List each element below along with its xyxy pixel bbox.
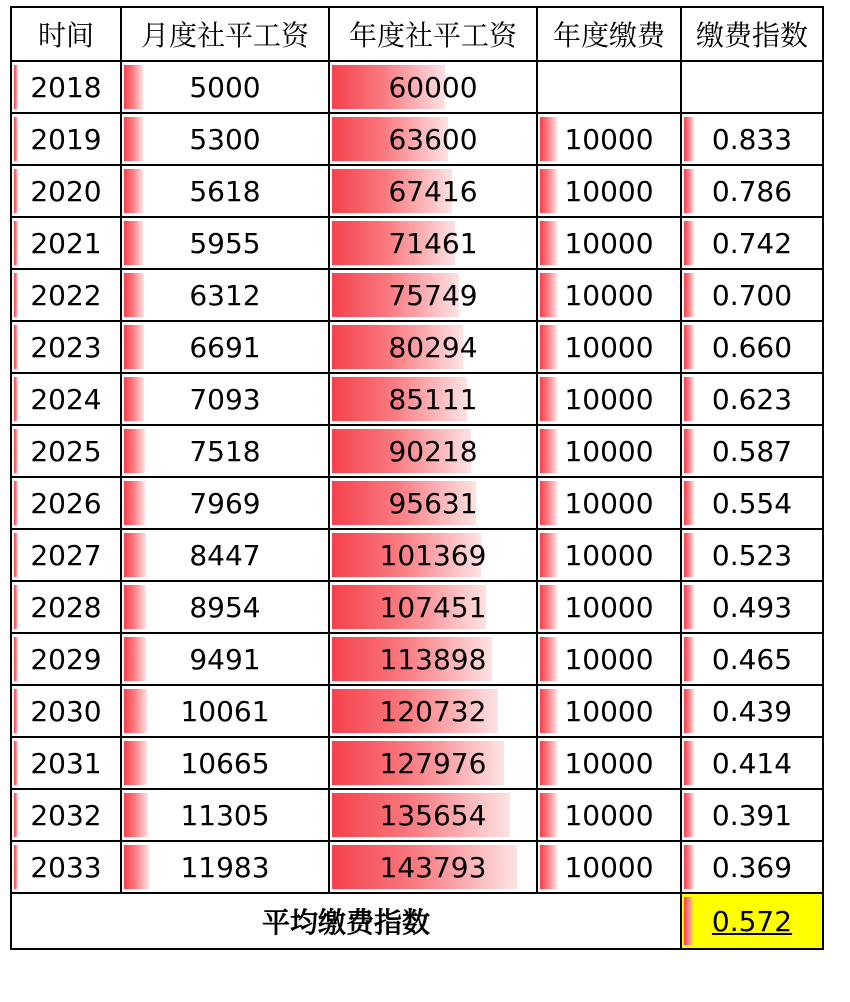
cell-value: 10665 [180,746,270,780]
annual-wage-cell[interactable] [329,529,537,581]
cell-value: 2021 [30,226,102,260]
data-bar [14,169,18,213]
year-cell[interactable] [11,165,121,217]
data-bar [540,221,557,265]
data-bar [14,377,18,421]
cell-value: 0.391 [711,798,793,832]
data-bar [124,377,144,421]
data-bar [124,637,146,681]
data-bar [540,585,557,629]
cell-value: 0.623 [711,382,793,416]
cell-value: 0.465 [711,642,793,676]
contribution-cell[interactable] [537,633,681,685]
monthly-wage-cell[interactable] [121,61,329,113]
table-row [11,425,823,477]
data-bar [124,169,143,213]
cell-value: 0.414 [711,746,793,780]
cell-value: 2027 [30,538,102,572]
monthly-wage-cell[interactable] [121,737,329,789]
year-cell[interactable] [11,217,121,269]
cell-value: 10000 [564,798,654,832]
data-bar [540,117,557,161]
header-label: 年度缴费 [552,19,665,52]
data-bar [684,117,694,161]
data-bar [684,845,694,889]
cell-value: 113898 [379,642,487,676]
data-bar [124,325,144,369]
data-bar [124,273,144,317]
cell-value: 2023 [30,330,102,364]
cell-value: 2033 [30,850,102,884]
index-cell[interactable] [681,165,823,217]
cell-value: 0.700 [711,278,793,312]
cell-value: 107451 [379,590,487,624]
data-bar [684,169,694,213]
data-bar [124,585,146,629]
contribution-cell[interactable] [537,165,681,217]
data-bar [124,429,145,473]
data-bar [124,117,143,161]
data-bar [124,481,145,525]
index-cell[interactable] [681,269,823,321]
cell-value: 6691 [189,330,261,364]
cell-value: 10000 [564,694,654,728]
data-bar [124,689,147,733]
cell-value: 2031 [30,746,102,780]
annual-wage-cell[interactable] [329,477,537,529]
data-bar [684,221,694,265]
data-bar [14,845,18,889]
cell-value: 71461 [388,226,478,260]
contribution-cell[interactable] [537,737,681,789]
index-cell[interactable] [681,425,823,477]
data-bar [14,65,18,109]
average-index-label-cell[interactable] [11,893,681,949]
cell-value: 10000 [564,382,654,416]
annual-wage-cell[interactable] [329,165,537,217]
data-bar [14,793,18,837]
year-cell[interactable] [11,841,121,893]
cell-value: 0.660 [711,330,793,364]
table-row [11,321,823,373]
data-bar [684,325,694,369]
table-row [11,477,823,529]
cell-value: 2022 [30,278,102,312]
data-bar [540,845,557,889]
year-cell[interactable] [11,373,121,425]
data-bar [684,429,694,473]
monthly-wage-cell[interactable] [121,269,329,321]
year-cell[interactable] [11,269,121,321]
annual-wage-cell[interactable] [329,113,537,165]
year-cell[interactable] [11,789,121,841]
contribution-cell[interactable] [537,269,681,321]
year-cell[interactable] [11,321,121,373]
data-bar [540,377,557,421]
table-row [11,165,823,217]
table-row [11,685,823,737]
cell-value: 5618 [189,174,261,208]
cell-value: 10000 [564,642,654,676]
year-cell[interactable] [11,633,121,685]
cell-value: 0.786 [711,174,793,208]
year-cell[interactable] [11,425,121,477]
average-index-label: 平均缴费指数 [261,906,430,939]
monthly-wage-cell[interactable] [121,581,329,633]
cell-value: 0.439 [711,694,793,728]
contribution-cell[interactable] [537,61,681,113]
contribution-cell[interactable] [537,529,681,581]
cell-value: 101369 [379,538,487,572]
header-annual-contribution[interactable] [537,7,681,61]
contribution-cell[interactable] [537,789,681,841]
table-row [11,217,823,269]
data-bar [684,533,694,577]
data-bar [540,741,557,785]
year-cell[interactable] [11,477,121,529]
index-cell[interactable] [681,685,823,737]
cell-value: 10000 [564,226,654,260]
cell-value: 143793 [379,850,487,884]
year-cell[interactable] [11,685,121,737]
cell-value: 0.587 [711,434,793,468]
cell-value: 75749 [388,278,478,312]
table-row [11,633,823,685]
table-row [11,269,823,321]
data-bar [684,741,694,785]
data-bar [14,481,18,525]
data-bar [124,793,148,837]
table-row [11,789,823,841]
data-bar [14,117,18,161]
contribution-cell[interactable] [537,217,681,269]
cell-value: 0.493 [711,590,793,624]
index-cell[interactable] [681,737,823,789]
data-bar [684,689,694,733]
contribution-cell[interactable] [537,113,681,165]
cell-value: 10000 [564,486,654,520]
data-bar [14,429,18,473]
table-row [11,373,823,425]
contribution-cell[interactable] [537,321,681,373]
header-monthly-wage[interactable] [121,7,329,61]
monthly-wage-cell[interactable] [121,841,329,893]
data-bar [684,793,694,837]
monthly-wage-cell[interactable] [121,529,329,581]
year-cell[interactable] [11,61,121,113]
year-cell[interactable] [11,529,121,581]
cell-value: 95631 [388,486,478,520]
cell-value: 90218 [388,434,478,468]
cell-value: 10000 [564,278,654,312]
data-bar [14,585,18,629]
cell-value: 10000 [564,330,654,364]
cell-value: 10000 [564,174,654,208]
annual-wage-cell[interactable] [329,373,537,425]
cell-value: 67416 [388,174,478,208]
data-bar [14,741,18,785]
data-bar [684,481,694,525]
index-cell[interactable] [681,789,823,841]
annual-wage-cell[interactable] [329,269,537,321]
annual-wage-cell[interactable] [329,217,537,269]
cell-value: 10000 [564,538,654,572]
table-row [11,841,823,893]
data-bar [14,325,18,369]
index-cell[interactable] [681,633,823,685]
contribution-cell[interactable] [537,581,681,633]
index-cell[interactable] [681,581,823,633]
data-bar [540,429,557,473]
data-bar [540,793,557,837]
header-row [11,7,823,61]
cell-value: 2019 [30,122,102,156]
data-bar [14,533,18,577]
data-bar [124,845,149,889]
data-bar [684,585,694,629]
cell-value: 5300 [189,122,261,156]
index-cell[interactable] [681,841,823,893]
cell-value: 2018 [30,70,102,104]
data-bar [14,689,18,733]
header-label: 缴费指数 [695,19,808,52]
monthly-wage-cell[interactable] [121,165,329,217]
cell-value: 0.554 [711,486,793,520]
contribution-cell[interactable] [537,477,681,529]
cell-value: 10000 [564,122,654,156]
annual-wage-cell[interactable] [329,321,537,373]
table-body [11,7,823,949]
cell-value: 85111 [388,382,478,416]
cell-value: 11305 [180,798,270,832]
cell-value: 80294 [388,330,478,364]
monthly-wage-cell[interactable] [121,685,329,737]
data-bar [540,533,557,577]
cell-value: 7518 [189,434,261,468]
data-bar [14,637,18,681]
data-bar [14,273,18,317]
data-bar [124,221,143,265]
monthly-wage-cell[interactable] [121,425,329,477]
cell-value: 2026 [30,486,102,520]
year-cell[interactable] [11,581,121,633]
cell-value: 2020 [30,174,102,208]
cell-value: 7093 [189,382,261,416]
data-bar [540,481,557,525]
index-cell[interactable] [681,217,823,269]
cell-value: 5955 [189,226,261,260]
data-bar [14,221,18,265]
annual-wage-cell[interactable] [329,61,537,113]
average-index-value: 0.572 [711,904,793,938]
monthly-wage-cell[interactable] [121,633,329,685]
cell-value: 8954 [189,590,261,624]
monthly-wage-cell[interactable] [121,373,329,425]
data-bar [540,273,557,317]
index-cell[interactable] [681,113,823,165]
cell-value: 5000 [189,70,261,104]
data-bar [540,325,557,369]
cell-value: 127976 [379,746,487,780]
data-bar [684,897,694,945]
index-cell[interactable] [681,529,823,581]
average-index-value-cell[interactable] [681,893,823,949]
index-cell[interactable] [681,61,823,113]
monthly-wage-cell[interactable] [121,477,329,529]
cell-value: 0.742 [711,226,793,260]
cell-value: 2028 [30,590,102,624]
data-bar [684,637,694,681]
data-bar [124,533,146,577]
data-bar [540,169,557,213]
year-cell[interactable] [11,737,121,789]
annual-wage-cell[interactable] [329,633,537,685]
data-bar [540,689,557,733]
cell-value: 0.523 [711,538,793,572]
cell-value: 2025 [30,434,102,468]
contribution-cell[interactable] [537,425,681,477]
table-row [11,61,823,113]
cell-value: 10000 [564,850,654,884]
header-label: 时间 [37,19,94,52]
cell-value: 11983 [180,850,270,884]
annual-wage-cell[interactable] [329,789,537,841]
table-row [11,113,823,165]
cell-value: 60000 [388,70,478,104]
cell-value: 6312 [189,278,261,312]
cell-value: 2032 [30,798,102,832]
data-bar [540,637,557,681]
header-label: 年度社平工资 [348,19,517,52]
year-cell[interactable] [11,113,121,165]
annual-wage-cell[interactable] [329,425,537,477]
monthly-wage-cell[interactable] [121,321,329,373]
header-label: 月度社平工资 [140,19,309,52]
annual-wage-cell[interactable] [329,685,537,737]
annual-wage-cell[interactable] [329,841,537,893]
monthly-wage-cell[interactable] [121,113,329,165]
data-bar [684,377,694,421]
cell-value: 10061 [180,694,270,728]
annual-wage-cell[interactable] [329,737,537,789]
spreadsheet-table [10,6,824,950]
contribution-cell[interactable] [537,685,681,737]
contribution-cell[interactable] [537,841,681,893]
annual-wage-cell[interactable] [329,581,537,633]
index-cell[interactable] [681,373,823,425]
cell-value: 0.833 [711,122,793,156]
monthly-wage-cell[interactable] [121,789,329,841]
header-year[interactable] [11,7,121,61]
contribution-cell[interactable] [537,373,681,425]
data-bar [684,273,694,317]
table-row [11,529,823,581]
data-bar [124,65,143,109]
cell-value: 2024 [30,382,102,416]
cell-value: 63600 [388,122,478,156]
cell-value: 0.369 [711,850,793,884]
cell-value: 10000 [564,746,654,780]
header-contribution-index[interactable] [681,7,823,61]
cell-value: 2029 [30,642,102,676]
cell-value: 120732 [379,694,487,728]
index-cell[interactable] [681,321,823,373]
index-cell[interactable] [681,477,823,529]
data-bar [124,741,147,785]
cell-value: 9491 [189,642,261,676]
cell-value: 135654 [379,798,487,832]
footer-row [11,893,823,949]
cell-value: 8447 [189,538,261,572]
cell-value: 10000 [564,434,654,468]
cell-value: 10000 [564,590,654,624]
monthly-wage-cell[interactable] [121,217,329,269]
table-row [11,737,823,789]
cell-value: 2030 [30,694,102,728]
header-annual-wage[interactable] [329,7,537,61]
cell-value: 7969 [189,486,261,520]
table-row [11,581,823,633]
